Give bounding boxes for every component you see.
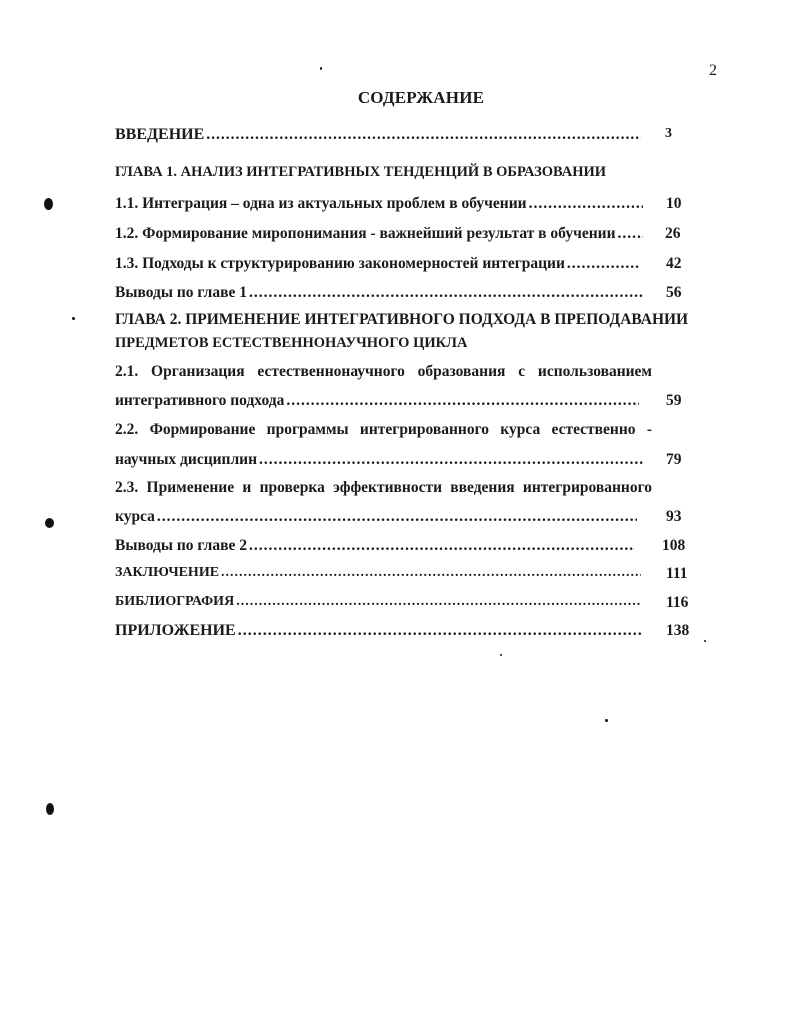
toc-entry-1-3[interactable] [115,255,641,273]
punch-hole-mark [46,803,54,815]
toc-entry-page: 108 [662,537,686,554]
toc-entry-page: 93 [666,508,682,525]
toc-entry-1-1[interactable] [115,195,645,213]
toc-entry-page: 116 [666,594,689,611]
toc-entry-1-2[interactable] [115,225,645,243]
leader-dots [286,392,639,410]
toc-entry-label: Выводы по главе 2 [115,537,247,554]
scan-dot [605,719,608,722]
page-number: 2 [709,62,717,79]
toc-entry-introduction[interactable] [115,126,643,144]
leader-dots [221,565,641,581]
toc-entry-page: 56 [666,284,682,301]
toc-entry-label: ПРИЛОЖЕНИЕ [115,622,236,639]
leader-dots [249,284,643,302]
leader-dots [157,508,637,526]
toc-entry-2-2-continued[interactable] [115,451,645,469]
toc-entry-label: ЗАКЛЮЧЕНИЕ [115,565,220,580]
toc-entry-page: 42 [666,255,682,272]
leader-dots [249,537,635,555]
toc-entry-conclusions-1[interactable] [115,284,645,302]
toc-entry-2-1[interactable]: 2.1. Организация естественнонаучного образования с использованием [115,363,652,380]
punch-hole-mark [45,518,54,528]
leader-dots [206,126,641,144]
punch-hole-mark [44,198,53,210]
toc-entry-page: 138 [666,622,690,639]
leader-dots [238,622,643,640]
toc-entry-label: Выводы по главе 1 [115,284,247,301]
toc-entry-2-3[interactable]: 2.3. Применение и проверка эффективности введения интегрированного [115,479,652,496]
toc-entry-page: 79 [666,451,682,468]
toc-entry-page: 59 [666,392,682,409]
scan-dot [320,67,322,70]
scan-dot [704,640,706,642]
leader-dots [236,594,641,610]
chapter-2-heading[interactable]: ГЛАВА 2. ПРИМЕНЕНИЕ ИНТЕГРАТИВНОГО ПОДХОДА В ПРЕПОДАВАНИИ [115,311,689,328]
leader-dots [618,225,644,243]
chapter-1-heading[interactable]: ГЛАВА 1. АНАЛИЗ ИНТЕГРАТИВНЫХ ТЕНДЕНЦИЙ В ОБРАЗОВАНИИ [115,164,607,180]
toc-entry-2-1-continued[interactable] [115,392,641,410]
scan-dot [72,317,75,320]
toc-entry-page: 10 [666,195,682,212]
page-title: СОДЕРЖАНИЕ [357,88,485,107]
toc-entry-2-2[interactable]: 2.2. Формирование программы интегрированного курса естественно - [115,421,652,438]
toc-entry-label: курса [115,508,155,525]
toc-entry-page: 26 [665,225,681,242]
leader-dots [567,255,639,273]
toc-entry-label: БИБЛИОГРАФИЯ [115,594,235,609]
toc-entry-label: 1.3. Подходы к структурированию закономерностей интеграции [115,255,565,272]
toc-entry-bibliography[interactable] [115,594,643,610]
toc-entry-conclusions-2[interactable] [115,537,637,555]
toc-entry-label: научных дисциплин [115,451,258,468]
toc-entry-appendix[interactable] [115,622,645,640]
toc-entry-label: 1.2. Формирование миропонимания - важнейший результат в обучении [115,225,616,242]
chapter-2-heading-continued: ПРЕДМЕТОВ ЕСТЕСТВЕННОНАУЧНОГО ЦИКЛА [115,335,468,351]
toc-entry-label: интегративного подхода [115,392,285,409]
scan-dot [500,654,502,656]
toc-entry-2-3-continued[interactable] [115,508,639,526]
toc-entry-conclusion[interactable] [115,565,643,581]
toc-entry-label: 1.1. Интеграция – одна из актуальных проблем в обучении [115,195,527,212]
toc-entry-page: 111 [666,565,688,582]
toc-entry-label: ВВЕДЕНИЕ [115,126,205,143]
leader-dots [529,195,643,213]
leader-dots [259,451,643,469]
toc-entry-page: 3 [665,126,672,141]
